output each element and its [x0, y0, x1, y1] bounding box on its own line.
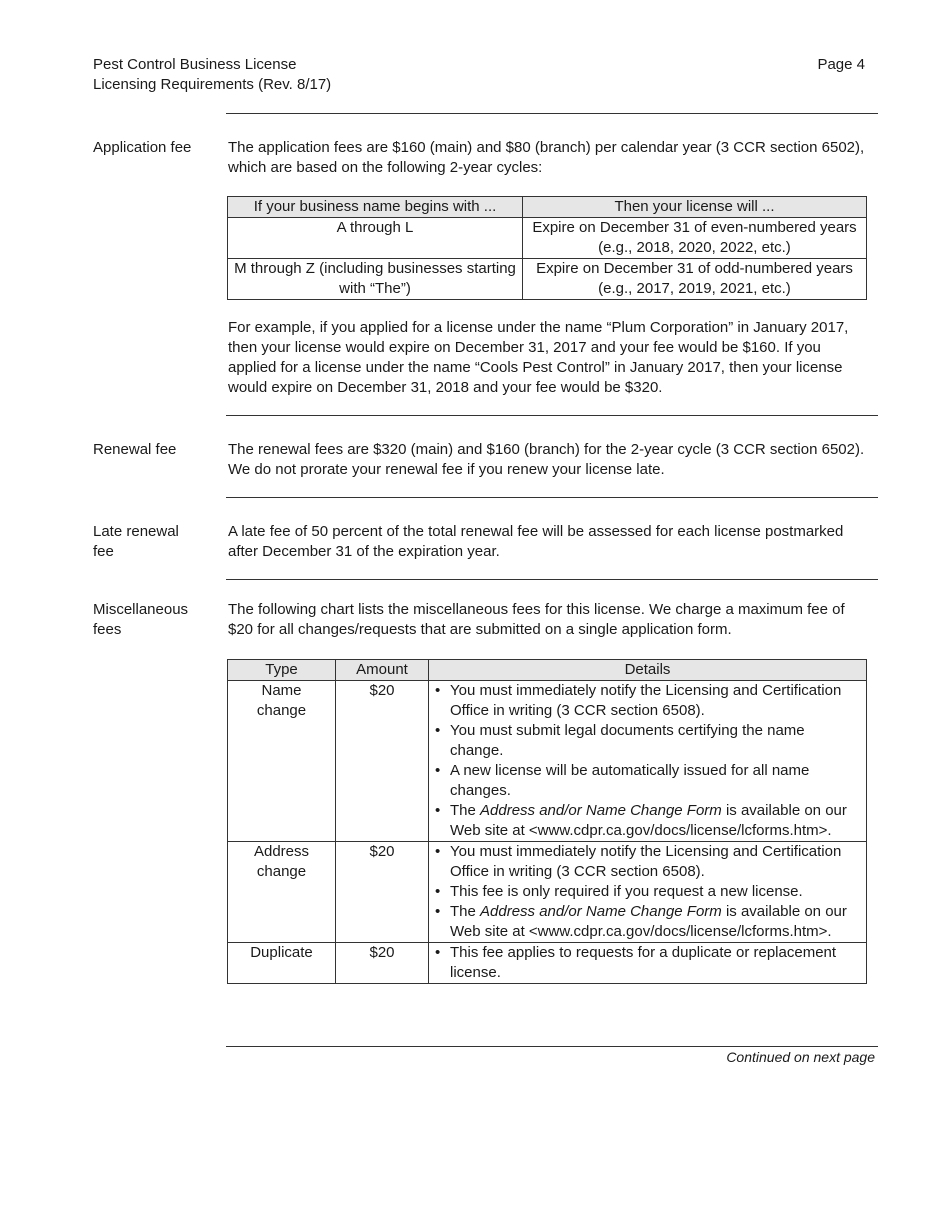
late-renewal-fee-block: [228, 522, 868, 562]
document-title: Pest Control Business License: [93, 56, 297, 73]
application-fee-text: The application fees are $160 (main) and $80 (branch) per calendar year (3 CCR section 6502), which are based on the following 2-year cycles:: [228, 139, 865, 176]
fee-type: Name change: [228, 681, 336, 842]
fee-amount: $20: [336, 681, 429, 842]
detail-text: is available on our Web site at <www.cdpr.ca.gov/docs/license/lcforms.htm>.: [450, 903, 847, 940]
table-header: If your business name begins with ...: [228, 197, 523, 218]
table-cell: Expire on December 31 of odd-numbered years (e.g., 2017, 2019, 2021, etc.): [523, 259, 867, 300]
list-item: • A new license will be automatically issued for all name changes.: [435, 761, 862, 801]
divider: [226, 113, 878, 114]
application-fee-label: Application fee: [93, 139, 192, 156]
detail-text: is available on our Web site at <www.cdpr.ca.gov/docs/license/lcforms.htm>.: [450, 802, 847, 839]
application-fee-intro: [228, 138, 868, 178]
application-fee-example: For example, if you applied for a license under the name “Plum Corporation” in January 2017, then your license would expire on December 31, 2017 and your fee would be $160. If you applied for a license under the name “Cools Pest Control” in January 2017, then your license would expire on December 31, 2018 and your fee would be $320.: [228, 319, 849, 396]
fee-details: [429, 842, 867, 943]
misc-fees-intro-block: [228, 600, 868, 640]
table-header: Then your license will ...: [523, 197, 867, 218]
divider: [226, 579, 878, 580]
list-item: [435, 902, 862, 942]
list-item: • This fee is only required if you request a new license.: [435, 882, 862, 902]
misc-fees-intro: The following chart lists the miscellaneous fees for this license. We charge a maximum fee of $20 for all changes/requests that are submitted on a single application form.: [228, 601, 845, 638]
detail-text: The: [450, 802, 481, 819]
fee-amount: $20: [336, 842, 429, 943]
fee-details: [429, 943, 867, 984]
table-row: [228, 842, 867, 943]
document-subtitle: Licensing Requirements (Rev. 8/17): [93, 76, 332, 93]
renewal-fee-block: [228, 440, 868, 480]
list-item: • You must immediately notify the Licensing and Certification Office in writing (3 CCR section 6508).: [435, 681, 862, 721]
continued-note: Continued on next page: [726, 1049, 875, 1065]
misc-fees-table: [227, 659, 867, 984]
misc-fees-label: Miscellaneous fees: [93, 601, 189, 638]
fee-details-list: [435, 842, 862, 942]
table-cell: A through L: [228, 218, 523, 259]
fee-details-list: [435, 681, 862, 841]
renewal-fee-text: The renewal fees are $320 (main) and $160 (branch) for the 2-year cycle (3 CCR section 6502). We do not prorate your renewal fee if you renew your license late.: [228, 441, 865, 478]
license-cycle-table: [227, 196, 867, 300]
table-row: [228, 218, 867, 259]
late-renewal-fee-text: A late fee of 50 percent of the total renewal fee will be assessed for each license postmarked after December 31 of the expiration year.: [228, 523, 844, 560]
list-item: • This fee applies to requests for a duplicate or replacement license.: [435, 943, 862, 983]
table-header: Type: [228, 660, 336, 681]
page-number: Page 4: [817, 56, 865, 73]
divider: [226, 415, 878, 416]
table-row: [228, 681, 867, 842]
list-item: • You must submit legal documents certifying the name change.: [435, 721, 862, 761]
fee-details-list: [435, 943, 862, 983]
form-name: Address and/or Name Change Form: [480, 802, 722, 819]
table-header: Details: [429, 660, 867, 681]
page-header: [93, 55, 331, 95]
table-cell: Expire on December 31 of even-numbered years (e.g., 2018, 2020, 2022, etc.): [523, 218, 867, 259]
table-row: [228, 943, 867, 984]
table-header: Amount: [336, 660, 429, 681]
table-row: [228, 259, 867, 300]
list-item: • You must immediately notify the Licensing and Certification Office in writing (3 CCR section 6508).: [435, 842, 862, 882]
form-name: Address and/or Name Change Form: [480, 903, 722, 920]
fee-amount: $20: [336, 943, 429, 984]
divider: [226, 497, 878, 498]
fee-type: Address change: [228, 842, 336, 943]
late-renewal-fee-label: Late renewal fee: [93, 523, 179, 560]
table-cell: M through Z (including businesses starting with “The”): [228, 259, 523, 300]
application-fee-example-block: [228, 318, 868, 398]
renewal-fee-label: Renewal fee: [93, 441, 177, 458]
detail-text: The: [450, 903, 481, 920]
fee-details: [429, 681, 867, 842]
fee-type: Duplicate: [228, 943, 336, 984]
list-item: [435, 801, 862, 841]
